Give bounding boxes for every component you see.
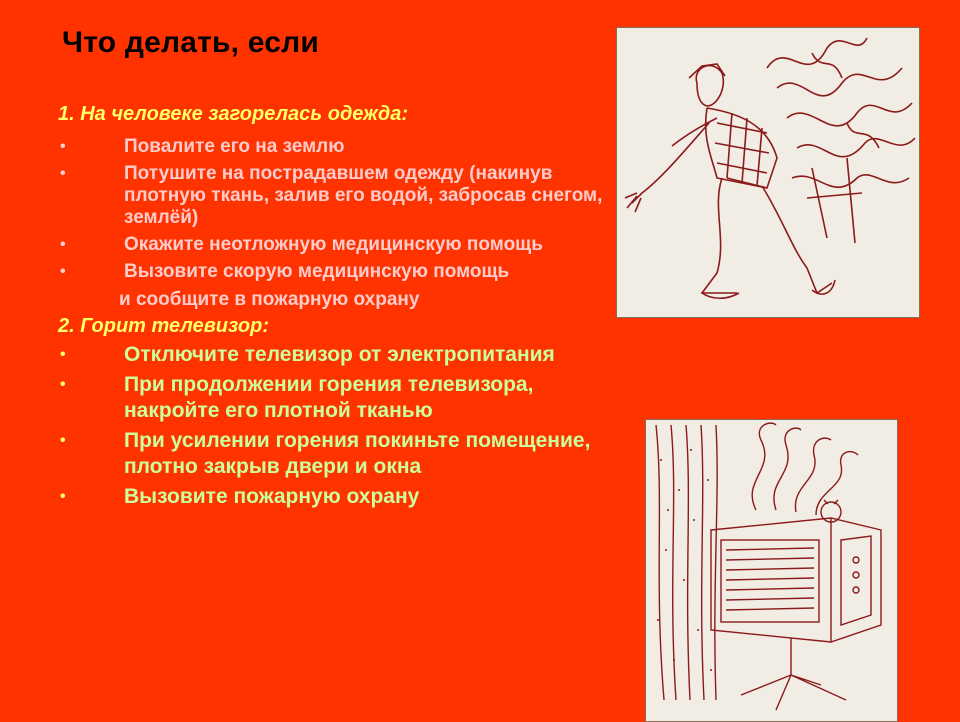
section-1-note: и сообщите в пожарную охрану	[119, 289, 420, 310]
list-item	[58, 372, 618, 424]
bullet-icon: •	[60, 138, 66, 155]
bullet-icon: •	[60, 236, 66, 253]
bullet-icon: •	[60, 346, 66, 363]
list-item	[58, 428, 618, 480]
bullet-icon: •	[60, 165, 66, 182]
list-item-text: Потушите на пострадавшем одежду (накинув плотную ткань, залив его водой, забросав снегом, землёй)	[124, 163, 603, 228]
section-2-heading: 2. Горит телевизор:	[58, 315, 270, 337]
list-item-text: При продолжении горения телевизора, накройте его плотной тканью	[124, 373, 534, 422]
list-item-text: Вызовите пожарную охрану	[124, 485, 420, 508]
list-item	[58, 261, 618, 283]
instructions	[58, 103, 618, 510]
bullet-icon: •	[60, 263, 66, 280]
bullet-icon: •	[60, 376, 66, 393]
list-item-text: При усилении горения покиньте помещение, плотно закрыв двери и окна	[124, 429, 591, 478]
section-2-list	[58, 342, 618, 510]
burning-tv-illustration	[645, 419, 898, 722]
page-title: Что делать, если	[62, 26, 319, 59]
list-item	[58, 136, 618, 158]
bullet-icon: •	[60, 432, 66, 449]
section-1-heading: 1. На человеке загорелась одежда:	[58, 103, 409, 125]
list-item-text: Отключите телевизор от электропитания	[124, 343, 555, 366]
list-item-text: Окажите неотложную медицинскую помощь	[124, 234, 543, 255]
list-item	[58, 484, 618, 510]
section-1-list	[58, 136, 618, 283]
list-item	[58, 163, 618, 229]
burning-person-illustration	[616, 27, 920, 318]
bullet-icon: •	[60, 488, 66, 505]
list-item	[58, 342, 618, 368]
list-item-text: Вызовите скорую медицинскую помощь	[124, 261, 510, 282]
list-item	[58, 234, 618, 256]
list-item-text: Повалите его на землю	[124, 136, 345, 157]
